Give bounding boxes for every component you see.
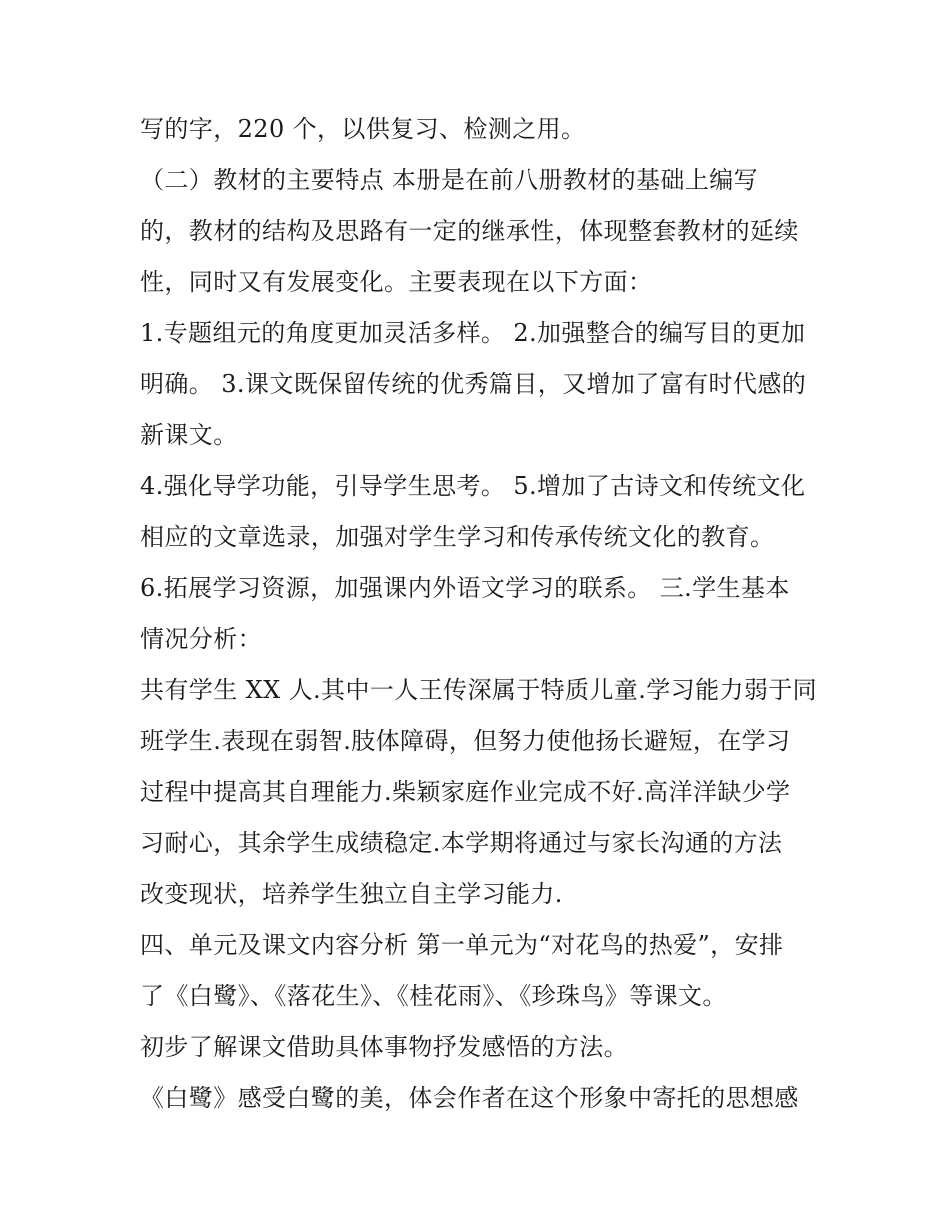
text-line: 写的字，220 个，以供复习、检测之用。: [140, 115, 586, 143]
text-line: 班学生.表现在弱智.肢体障碍，但努力使他扬长避短，在学习: [140, 727, 791, 755]
text-line: 明确。 3.课文既保留传统的优秀篇目，又增加了富有时代感的: [140, 370, 807, 398]
text-line: 《白鹭》感受白鹭的美，体会作者在这个形象中寄托的思想感: [140, 1084, 799, 1112]
text-line: 的，教材的结构及思路有一定的继承性，体现整套教材的延续: [140, 217, 799, 245]
text-line: 性，同时又有发展变化。主要表现在以下方面：: [140, 268, 653, 296]
text-line: 共有学生 XX 人.其中一人王传深属于特质儿童.学习能力弱于同: [140, 676, 818, 704]
text-line: 初步了解课文借助具体事物抒发感悟的方法。: [140, 1033, 628, 1061]
text-line: 情况分析：: [140, 625, 262, 653]
text-line: 相应的文章选录，加强对学生学习和传承传统文化的教育。: [140, 523, 775, 551]
text-line: 四、单元及课文内容分析 第一单元为“对花鸟的热爱”，安排: [140, 931, 784, 959]
text-line: 改变现状，培养学生独立自主学习能力.: [140, 880, 563, 908]
text-line: 习耐心，其余学生成绩稳定.本学期将通过与家长沟通的方法: [140, 829, 783, 857]
text-line: 6.拓展学习资源，加强课内外语文学习的联系。 三.学生基本: [140, 574, 790, 602]
text-line: （二）教材的主要特点 本册是在前八册教材的基础上编写: [140, 166, 759, 194]
text-line: 新课文。: [140, 421, 238, 449]
text-line: 了《白鹭》、《落花生》、《桂花雨》、《珍珠鸟》等课文。: [140, 982, 727, 1010]
text-line: 4.强化导学功能，引导学生思考。 5.增加了古诗文和传统文化: [140, 472, 806, 500]
text-line: 1.专题组元的角度更加灵活多样。 2.加强整合的编写目的更加: [140, 319, 806, 347]
text-line: 过程中提高其自理能力.柴颖家庭作业完成不好.高洋洋缺少学: [140, 778, 791, 806]
